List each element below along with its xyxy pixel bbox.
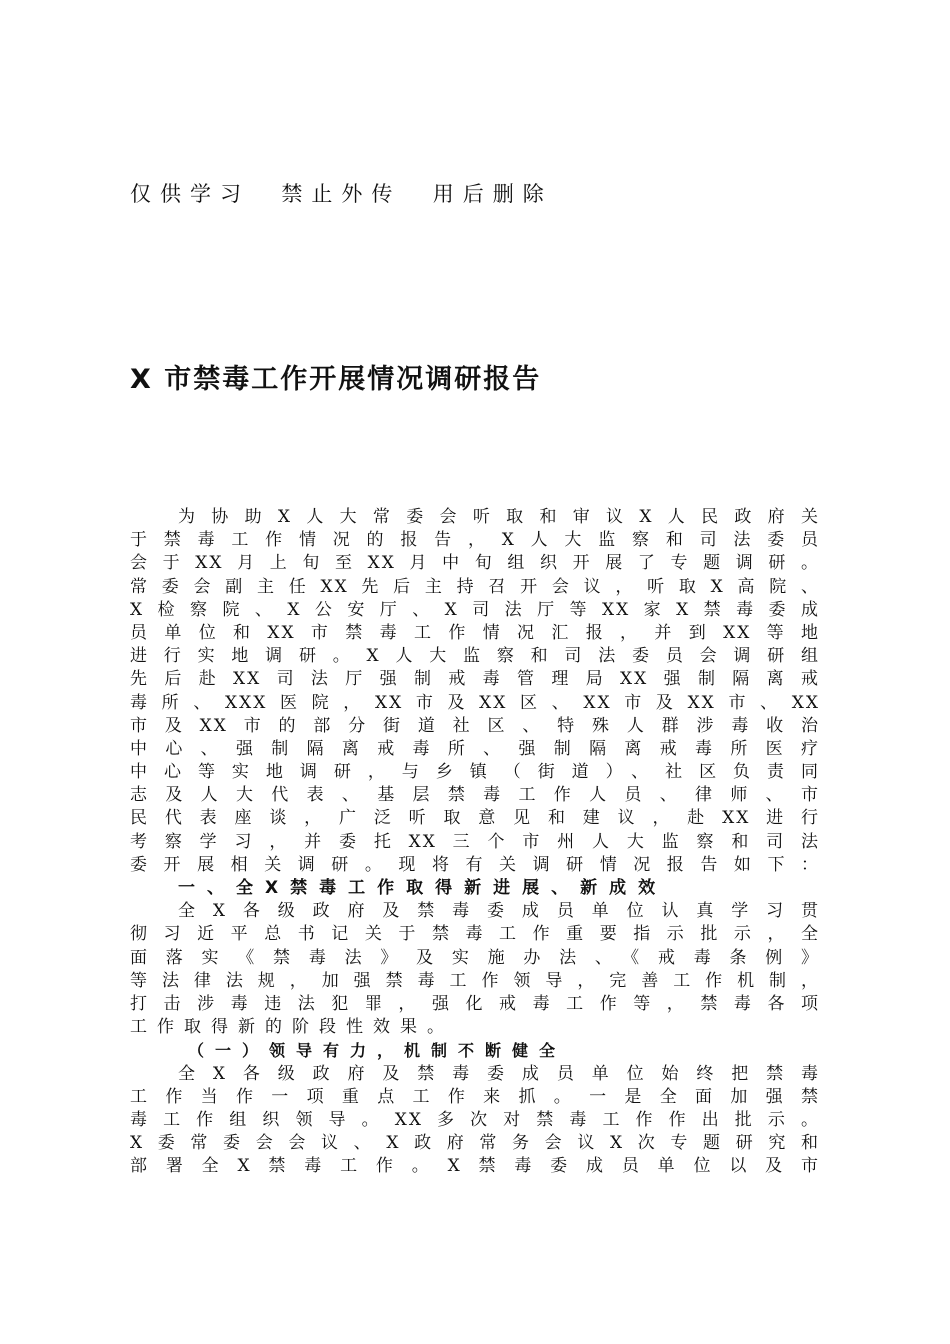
distribution-notice: 仅供学习 禁止外传 用后删除	[130, 182, 553, 206]
paragraph-line: 工作取得新的阶段性效果。	[130, 1017, 454, 1038]
paragraph-line: 全X各级政府及禁毒委成员单位始终把禁毒	[178, 1063, 820, 1084]
paragraph-line: 委开展相关调研。现将有关调研情况报告如下：	[130, 854, 820, 875]
paragraph-line: X检察院、X公安厅、X司法厅等XX家X禁毒委成	[130, 599, 820, 620]
paragraph-line: 会于XX月上旬至XX月中旬组织开展了专题调研。	[130, 553, 820, 574]
section-heading: 一、全X禁毒工作取得新进展、新成效	[178, 878, 668, 898]
paragraph-line: 民代表座谈，广泛听取意见和建议，赴XX进行	[130, 808, 820, 829]
paragraph-line: 工作当作一项重点工作来抓。一是全面加强禁	[130, 1086, 820, 1107]
paragraph-line: 毒工作组织领导。XX多次对禁毒工作作出批示。	[130, 1109, 820, 1130]
paragraph-line: 市及XX市的部分街道社区、特殊人群涉毒收治	[130, 715, 820, 736]
paragraph-line: 毒所、XXX医院，XX市及XX区、XX市及XX市、XX	[130, 692, 820, 713]
paragraph-line: 部署全X禁毒工作。X禁毒委成员单位以及市	[130, 1156, 820, 1177]
paragraph-line: 进行实地调研。X人大监察和司法委员会调研组	[130, 646, 820, 667]
paragraph-line: 为协助X人大常委会听取和审议X人民政府关	[178, 507, 820, 527]
subsection-heading: （一）领导有力，机制不断健全	[188, 1041, 567, 1061]
paragraph-line: 等法律法规，加强禁毒工作领导，完善工作机制，	[130, 970, 820, 991]
paragraph-line: 常委会副主任XX先后主持召开会议，听取X高院、	[130, 576, 820, 597]
paragraph-line: 中心、强制隔离戒毒所、强制隔离戒毒所医疗	[130, 738, 820, 759]
report-body	[130, 506, 820, 1178]
paragraph-line: 面落实《禁毒法》及实施办法、《戒毒条例》	[130, 947, 820, 968]
document-title: X 市禁毒工作开展情况调研报告	[130, 364, 542, 395]
paragraph-line: 全X各级政府及禁毒委成员单位认真学习贯	[178, 901, 820, 922]
paragraph-line: 彻习近平总书记关于禁毒工作重要指示批示，全	[130, 924, 820, 945]
paragraph-line: 志及人大代表、基层禁毒工作人员、律师、市	[130, 785, 820, 806]
paragraph-line: 先后赴XX司法厅强制戒毒管理局XX强制隔离戒	[130, 669, 820, 690]
paragraph-line: 中心等实地调研，与乡镇（街道）、社区负责同	[130, 762, 820, 783]
paragraph-line: 于禁毒工作情况的报告，X人大监察和司法委员	[130, 530, 820, 551]
paragraph-line: 考察学习，并委托XX三个市州人大监察和司法	[130, 831, 820, 852]
paragraph-line: X委常委会会议、X政府常务会议X次专题研究和	[130, 1133, 820, 1154]
paragraph-line: 员单位和XX市禁毒工作情况汇报，并到XX等地	[130, 622, 820, 643]
paragraph-line: 打击涉毒违法犯罪，强化戒毒工作等，禁毒各项	[130, 993, 820, 1014]
